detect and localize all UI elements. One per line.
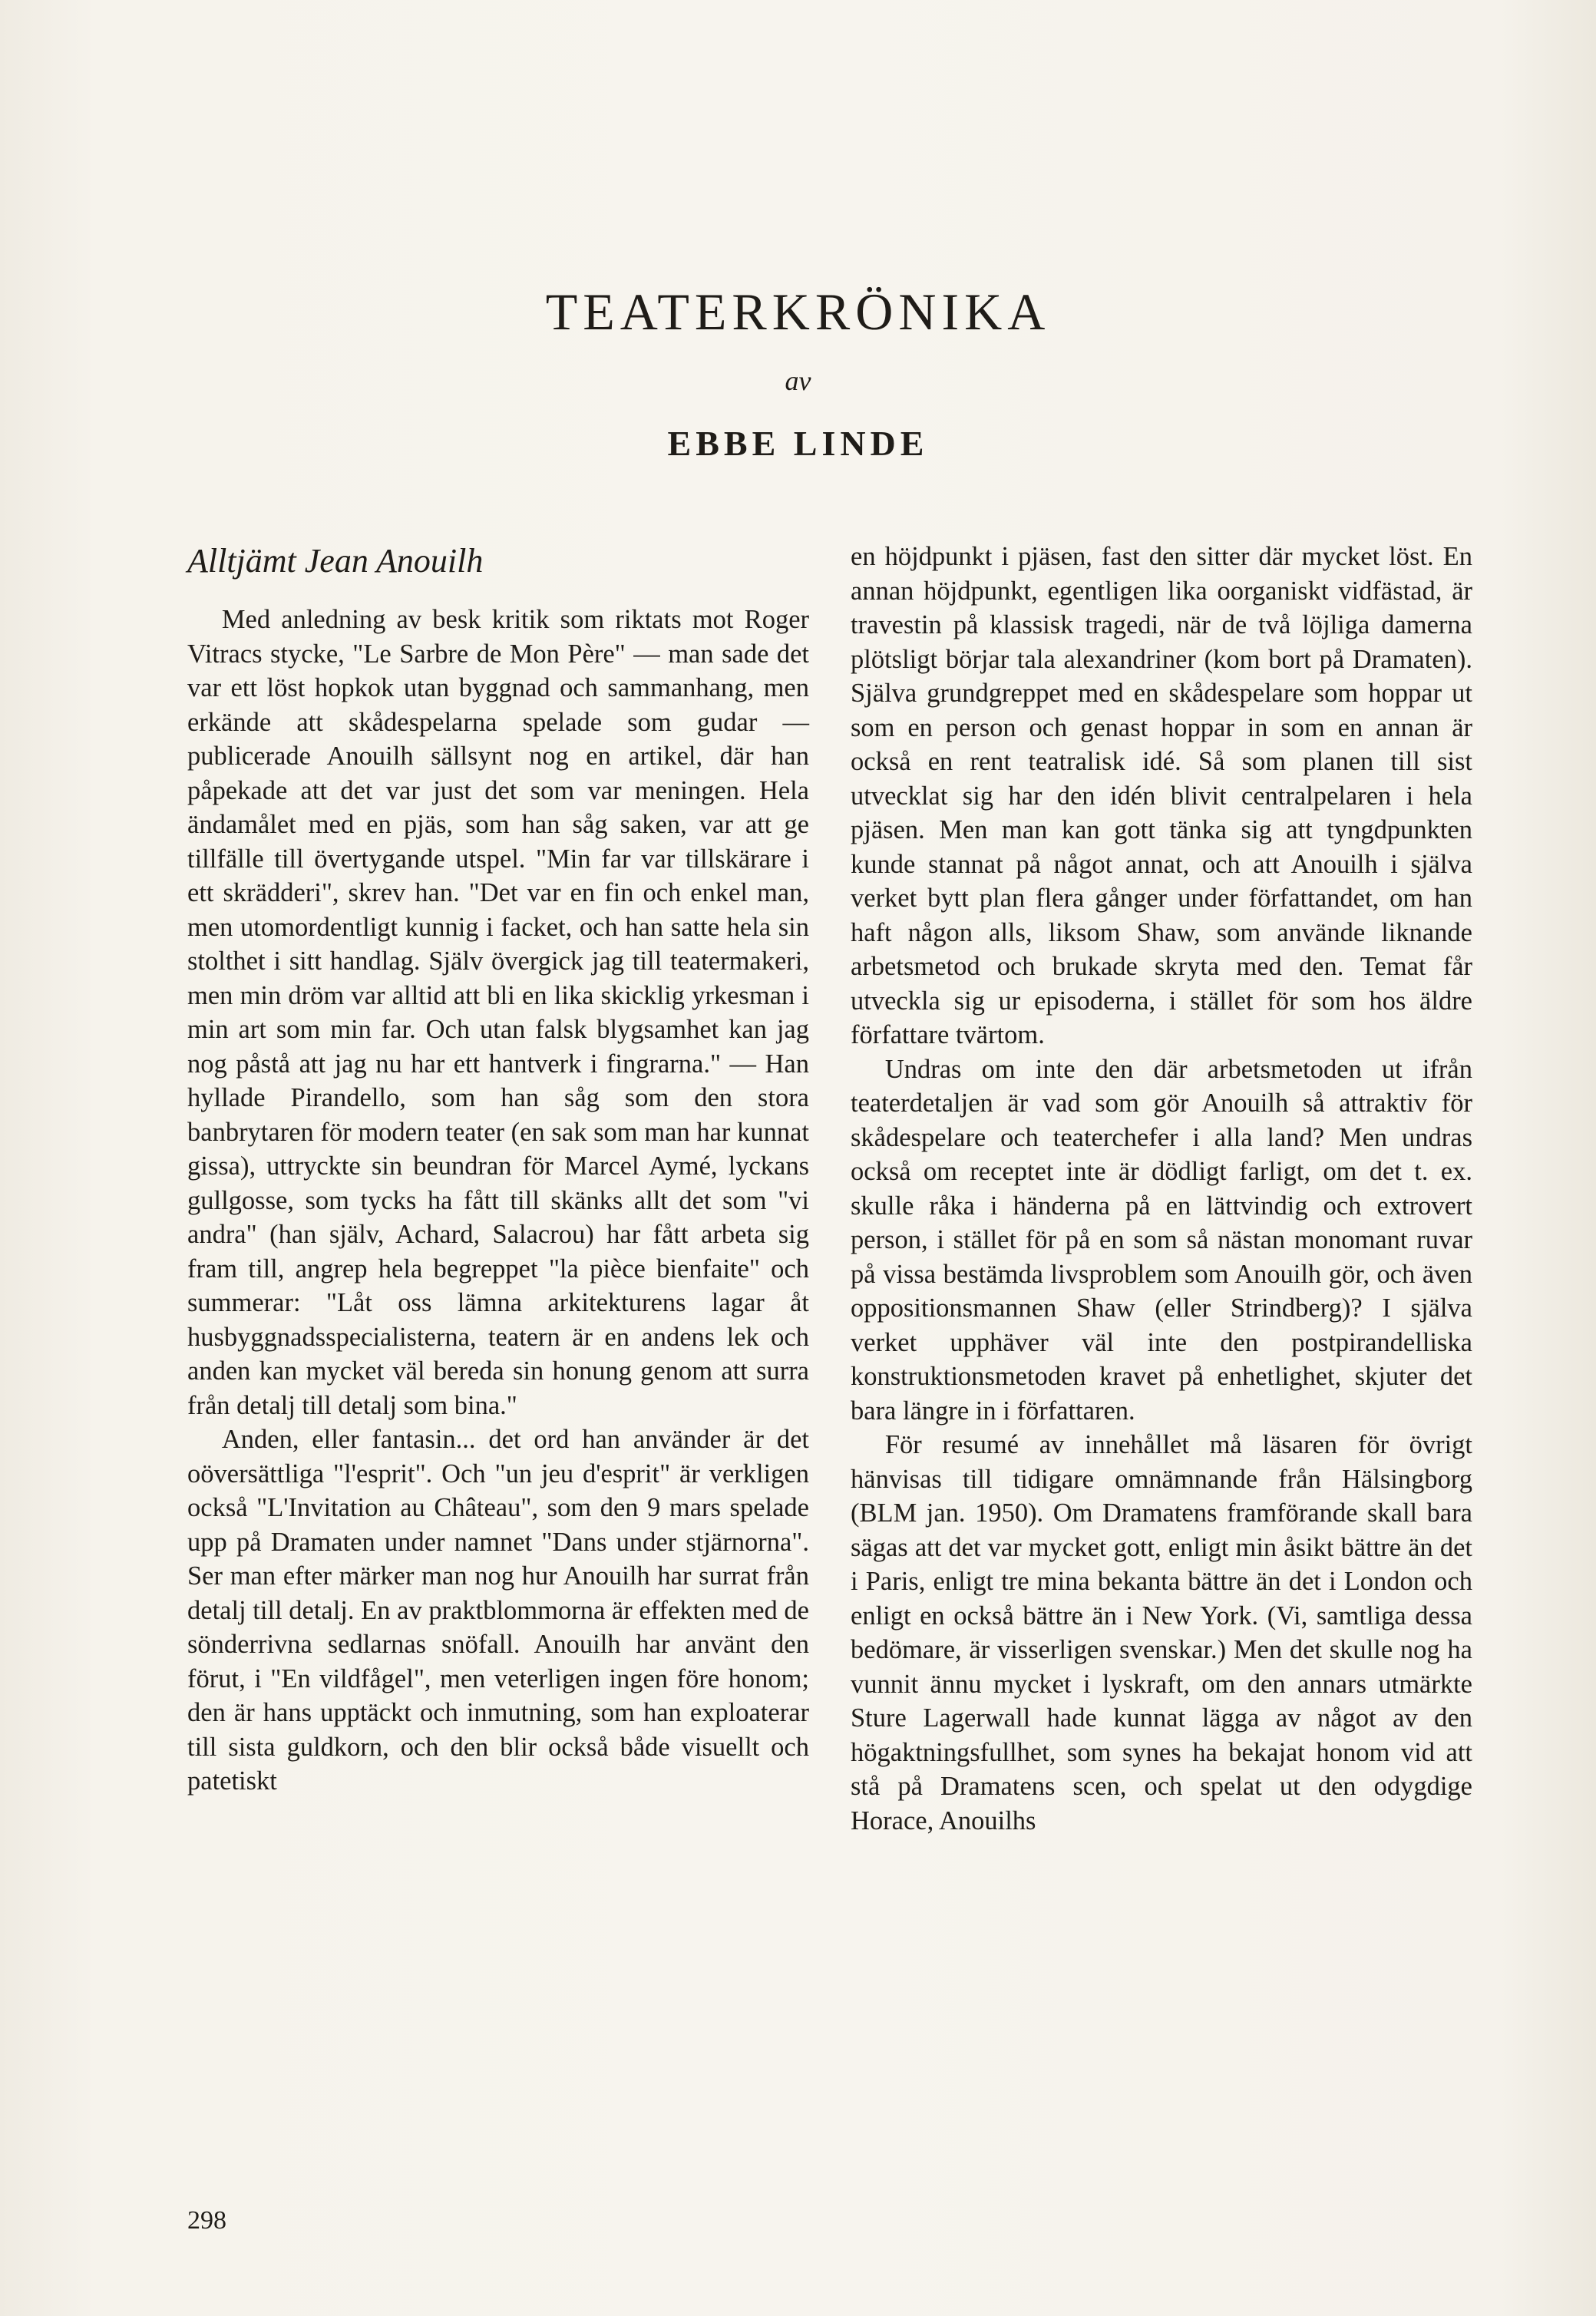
article-title: TEATERKRÖNIKA (545, 282, 1051, 341)
paragraph: För resumé av innehållet må läsaren för övrigt hänvisas till tidigare omnämnande från Hälsingborg (BLM jan. 1950). Om Dramatens framförande skall bara sägas att det var mycket gott, enligt min åsikt bättre än det i Paris, enligt tre mina bekanta bättre än det i London och enligt en också bättre än i New York. (Vi, samtliga dessa bedömare, är visserligen svenskar.) Men det skulle nog ha vunnit ännu mycket i lyskraft, om den annars utmärkte Sture Lagerwall hade kunnat lägga av något av den högaktningsfullhet, som synes ha bekajat honom vid att stå på Dramatens scen, och spelat ut den odygdige Horace, Anouilhs (851, 1430, 1472, 1835)
section-subheading: Alltjämt Jean Anouilh (187, 542, 484, 580)
right-column (851, 540, 1472, 1838)
byline-av: av (785, 365, 811, 396)
paragraph: Med anledning av besk kritik som riktats mot Roger Vitracs stycke, "Le Sarbre de Mon Père" — man sade det var ett löst hopkok utan byggnad och sammanhang, men erkände att skådespelarna spelade som gudar — publicerade Anouilh sällsynt nog en artikel, där han påpekade att det var just det som var meningen. Hela ändamålet med en pjäs, som han såg saken, var att ge tillfälle till övertygande utspel. "Min far var tillskärare i ett skrädderi", skrev han. "Det var en fin och enkel man, men utomordentligt kunnig i facket, och han satte hela sin stolthet i sitt handlag. Själv övergick jag till teatermakeri, men min dröm var alltid att bli en lika skicklig yrkesman i min art som min far. Och utan falsk blygsamhet kan jag nog påstå att jag nu har ett hantverk i fingrarna." — Han hyllade Pirandello, som han såg som den stora banbrytaren för modern teater (en sak som man har kunnat gissa), uttryckte sin beundran för Marcel Aymé, lyckans gullgosse, som tycks ha fått till skänks allt det som "vi andra" (han själv, Achard, Salacrou) har fått arbeta sig fram till, angrep hela begreppet "la pièce bienfaite" och summerar: "Låt oss lämna arkitekturens lagar åt husbyggnadsspecialisterna, teatern är en andens lek och anden kan mycket väl bereda sin honung genom att surra från detalj till detalj som bina." (187, 605, 809, 1420)
page-number: 298 (187, 2206, 226, 2235)
paragraph: Undras om inte den där arbetsmetoden ut ifrån teaterdetaljen är vad som gör Anouilh så attraktiv för skådespelare och teaterchefer i alla land? Men undras också om receptet inte är dödligt farligt, om det t. ex. skulle råka i händerna på en lättvindig och extrovert person, i stället för på en som så nästan monomant ruvar på vissa bestämda livsproblem som Anouilh gör, och även oppositionsmannen Shaw (eller Strindberg)? I själva verket upphäver väl inte den postpirandelliska konstruktionsmetoden kravet på enhetlighet, skjuter det bara längre in i författaren. (851, 1054, 1472, 1426)
paragraph: Anden, eller fantasin... det ord han använder är det oöversättliga "l'esprit". Och "un jeu d'esprit" är verkligen också "L'Invitation au Château", som den 9 mars spelade upp på Dramaten under namnet "Dans under stjärnorna". Ser man efter märker man nog hur Anouilh har surrat från detalj till detalj. En av praktblommorna är effekten med de sönderrivna sedlarnas snöfall. Anouilh har använt den förut, i "En vildfågel", men veterligen ingen före honom; den är hans upptäckt och inmutning, som han exploaterar till sista guldkorn, och den blir också både visuellt och patetiskt (187, 1425, 809, 1796)
paragraph: en höjdpunkt i pjäsen, fast den sitter där mycket löst. En annan höjdpunkt, egentligen lika oorganiskt vidfästad, är travestin på klassisk tragedi, när de två löjliga damerna plötsligt börjar tala alexandriner (kom bort på Dramaten). Själva grundgreppet med en skådespelare som hoppar ut som en person och genast hoppar in som en annan är också en rent teatralisk idé. Så som planen till sist utvecklat sig har den idén blivit centralpelaren i hela pjäsen. Men man kan gott tänka sig att tyngdpunkten kunde stannat på något annat, och att Anouilh i själva verket bytt plan flera gånger under författandet, om han haft någon alls, liksom Shaw, som använde liknande arbetsmetod och brukade skryta med den. Temat får utveckla sig ur episoderna, i stället för som hos äldre författare tvärtom. (851, 542, 1472, 1049)
author-name: EBBE LINDE (667, 424, 929, 463)
left-column (187, 540, 809, 1799)
